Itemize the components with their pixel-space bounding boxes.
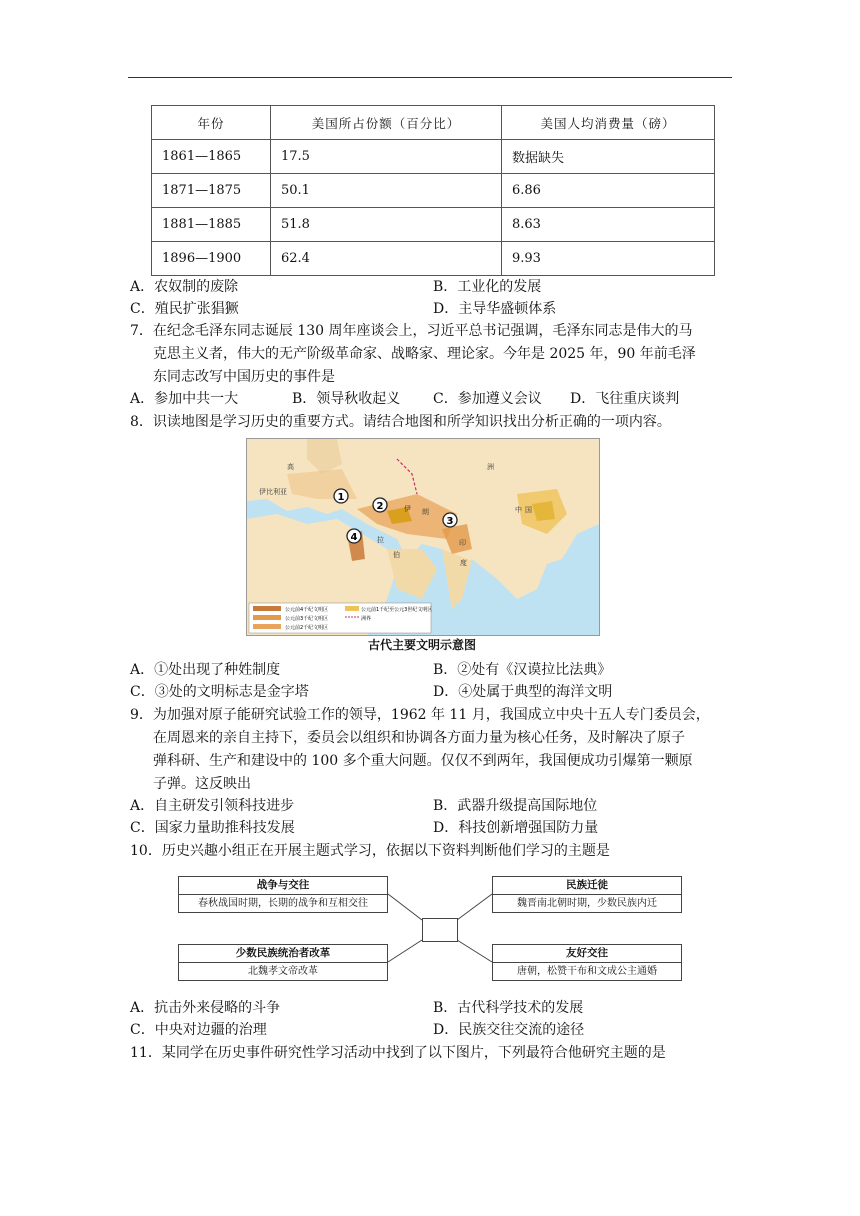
q8-option-b[interactable]: B．②处有《汉谟拉比法典》 bbox=[433, 662, 612, 678]
table-cell: 数据缺失 bbox=[502, 140, 715, 174]
theme-diagram bbox=[178, 876, 684, 984]
svg-text:4: 4 bbox=[350, 532, 358, 543]
map-label: 中 bbox=[515, 506, 522, 514]
q11-stem: 11．某同学在历史事件研究性学习活动中找到了以下图片，下列最符合他研究主题的是 bbox=[130, 1045, 666, 1061]
q10-stem: 10．历史兴趣小组正在开展主题式学习，依据以下资料判断他们学习的主题是 bbox=[130, 843, 610, 859]
svg-text:公元前2千纪文明区: 公元前2千纪文明区 bbox=[285, 625, 329, 631]
map-label: 拉 bbox=[377, 536, 384, 544]
map-label: 高 bbox=[287, 463, 294, 471]
q6-option-c[interactable]: C．殖民扩张猖獗 bbox=[130, 301, 239, 317]
q9-option-b[interactable]: B．武器升级提高国际地位 bbox=[433, 798, 598, 814]
q9-option-d[interactable]: D．科技创新增强国防力量 bbox=[433, 820, 599, 836]
diagram-box-war bbox=[178, 876, 388, 913]
q6-option-d[interactable]: D．主导华盛顿体系 bbox=[433, 301, 557, 317]
q7-stem-line: 7．在纪念毛泽东同志诞辰 130 周年座谈会上，习近平总书记强调，毛泽东同志是伟大的马 bbox=[130, 323, 693, 339]
table-cell: 17.5 bbox=[271, 140, 502, 174]
header-rule bbox=[128, 77, 732, 78]
q10-option-c[interactable]: C．中央对边疆的治理 bbox=[130, 1022, 267, 1038]
q9-option-c[interactable]: C．国家力量助推科技发展 bbox=[130, 820, 295, 836]
table-cell: 6.86 bbox=[502, 174, 715, 208]
q7-option-d[interactable]: D．飞往重庆谈判 bbox=[570, 391, 680, 407]
table-header-row bbox=[152, 106, 715, 140]
q8-stem: 8．识读地图是学习历史的重要方式。请结合地图和所学知识找出分析正确的一项内容。 bbox=[130, 414, 671, 430]
table-cell: 1871—1875 bbox=[152, 174, 271, 208]
table-row bbox=[152, 174, 715, 208]
svg-text:2: 2 bbox=[376, 501, 384, 512]
diagram-box-title: 民族迁徙 bbox=[493, 877, 681, 895]
q6-option-a[interactable]: A．农奴制的废除 bbox=[130, 279, 239, 295]
map-label: 洲 bbox=[487, 463, 494, 471]
svg-text:公元前4千纪文明区: 公元前4千纪文明区 bbox=[285, 607, 329, 613]
table-row bbox=[152, 140, 715, 174]
diagram-box-title: 少数民族统治者改革 bbox=[179, 945, 387, 963]
q9-option-a[interactable]: A．自主研发引领科技进步 bbox=[130, 798, 295, 814]
map-caption: 古代主要文明示意图 bbox=[367, 638, 476, 652]
map-label: 国 bbox=[525, 506, 532, 514]
diagram-box-title: 战争与交往 bbox=[179, 877, 387, 895]
map-label: 度 bbox=[460, 559, 467, 567]
table-cell: 1881—1885 bbox=[152, 208, 271, 242]
table-header-cell: 美国人均消费量（磅） bbox=[502, 106, 715, 140]
svg-text:洲界: 洲界 bbox=[361, 616, 372, 622]
map-marker-3 bbox=[443, 513, 457, 527]
q9-stem-line: 在周恩来的亲自主持下，委员会以组织和协调各方面力量为核心任务，及时解决了原子 bbox=[153, 730, 685, 746]
table-header-cell: 美国所占份额（百分比） bbox=[271, 106, 502, 140]
q8-option-c[interactable]: C．③处的文明标志是金字塔 bbox=[130, 684, 309, 700]
svg-text:1: 1 bbox=[337, 492, 345, 503]
table-row bbox=[152, 208, 715, 242]
map-graphic bbox=[247, 439, 599, 635]
table-header-cell: 年份 bbox=[152, 106, 271, 140]
q9-stem-line: 弹科研、生产和建设中的 100 多个重大问题。仅仅不到两年，我国便成功引爆第一颗原 bbox=[153, 753, 693, 769]
map-label: 伯 bbox=[393, 551, 400, 559]
diagram-center-blank bbox=[422, 918, 458, 942]
svg-text:公元前1千纪至公元3世纪文明区: 公元前1千纪至公元3世纪文明区 bbox=[361, 607, 433, 613]
map-label: 朗 bbox=[422, 508, 429, 516]
data-table bbox=[151, 105, 715, 276]
map-legend bbox=[249, 603, 432, 633]
diagram-box-title: 友好交往 bbox=[493, 945, 681, 963]
table-cell: 51.8 bbox=[271, 208, 502, 242]
q8-option-a[interactable]: A．①处出现了种姓制度 bbox=[130, 662, 281, 678]
map-marker-1 bbox=[334, 489, 348, 503]
q7-stem-line: 东同志改写中国历史的事件是 bbox=[153, 369, 335, 385]
q7-stem-line: 克思主义者，伟大的无产阶级革命家、战略家、理论家。今年是 2025 年，90 年前毛泽 bbox=[153, 346, 696, 362]
map-label: 伊比利亚 bbox=[259, 488, 287, 496]
q10-option-a[interactable]: A．抗击外来侵略的斗争 bbox=[130, 1000, 281, 1016]
q7-option-b[interactable]: B．领导秋收起义 bbox=[292, 391, 401, 407]
table-cell: 62.4 bbox=[271, 242, 502, 276]
map-label: 印 bbox=[459, 539, 466, 547]
table-cell: 50.1 bbox=[271, 174, 502, 208]
svg-text:3: 3 bbox=[446, 516, 454, 527]
map-marker-4 bbox=[347, 529, 361, 543]
table-cell: 1861—1865 bbox=[152, 140, 271, 174]
q10-option-d[interactable]: D．民族交往交流的途径 bbox=[433, 1022, 585, 1038]
diagram-box-body: 唐朝，松赞干布和文成公主通婚 bbox=[517, 966, 657, 977]
table-row bbox=[152, 242, 715, 276]
svg-text:公元前3千纪文明区: 公元前3千纪文明区 bbox=[285, 616, 329, 622]
q7-option-c[interactable]: C．参加遵义会议 bbox=[433, 391, 542, 407]
table-cell: 8.63 bbox=[502, 208, 715, 242]
map-marker-2 bbox=[373, 498, 387, 512]
diagram-box-body: 北魏孝文帝改革 bbox=[248, 966, 318, 977]
q10-option-b[interactable]: B．古代科学技术的发展 bbox=[433, 1000, 584, 1016]
diagram-box-body: 魏晋南北朝时期，少数民族内迁 bbox=[517, 898, 657, 909]
diagram-box-migration bbox=[492, 876, 682, 913]
table-cell: 9.93 bbox=[502, 242, 715, 276]
map-label: 伊 bbox=[404, 505, 411, 513]
civilization-map bbox=[246, 438, 600, 636]
q9-stem-line: 子弹。这反映出 bbox=[153, 776, 251, 792]
q7-option-a[interactable]: A．参加中共一大 bbox=[130, 391, 239, 407]
q6-option-b[interactable]: B．工业化的发展 bbox=[433, 279, 542, 295]
q8-option-d[interactable]: D．④处属于典型的海洋文明 bbox=[433, 684, 613, 700]
q9-stem-line: 9．为加强对原子能研究试验工作的领导，1962 年 11 月，我国成立中央十五人专门委员会， bbox=[130, 707, 710, 723]
table-cell: 1896—1900 bbox=[152, 242, 271, 276]
diagram-box-friendship bbox=[492, 944, 682, 981]
diagram-box-body: 春秋战国时期，长期的战争和互相交往 bbox=[198, 898, 368, 909]
diagram-box-reform bbox=[178, 944, 388, 981]
